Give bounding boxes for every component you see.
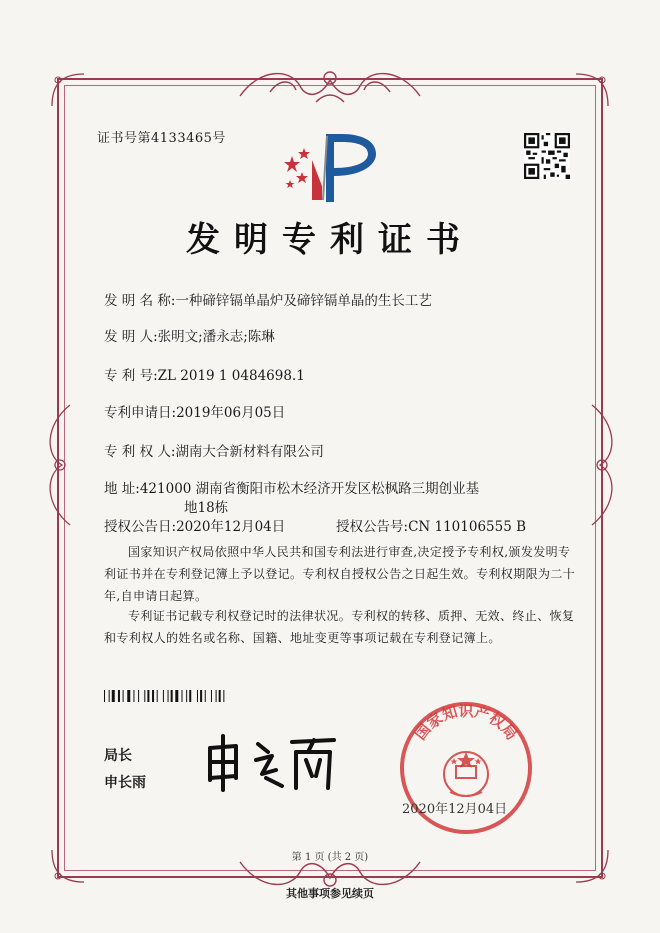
- filing-date-value: 2019年06月05日: [176, 405, 286, 421]
- invention-name-row: [104, 289, 432, 309]
- footer-note: 其他事项参见续页: [286, 887, 374, 900]
- cnipa-logo-icon: [282, 126, 380, 210]
- certificate-number: 证书号第4133465号: [97, 131, 226, 146]
- grant-number-value: CN 110106555 B: [408, 519, 527, 535]
- director-name: 申长雨: [104, 775, 146, 791]
- right-ornament-icon: [582, 395, 622, 535]
- top-ornament-icon: [230, 58, 430, 108]
- svg-text:国家知识产权局: [411, 702, 521, 743]
- patentee-value: 湖南大合新材料有限公司: [175, 444, 324, 460]
- page-title: 发明专利证书: [186, 220, 474, 260]
- grant-date-label: 授权公告日:: [104, 519, 177, 535]
- address-label: 地 址:: [104, 481, 140, 497]
- barcode-icon: [104, 690, 264, 702]
- director-title: 局长: [104, 748, 132, 764]
- corner-ornament-icon: [572, 70, 612, 110]
- inventors-row: [104, 325, 275, 345]
- seal-text: 国家知识产权局: [411, 702, 521, 744]
- invention-name-value: 一种碲锌镉单晶炉及碲锌镉单晶的生长工艺: [175, 293, 432, 309]
- inventors-value: 张明文;潘永志;陈琳: [157, 329, 275, 345]
- patent-number-label: 专 利 号:: [104, 368, 158, 384]
- filing-date-row: [104, 401, 285, 421]
- address-row: [104, 477, 479, 497]
- address-value-line1: 421000 湖南省衡阳市松木经济开发区松枫路三期创业基: [139, 481, 480, 497]
- grant-date-value: 2020年12月04日: [176, 519, 286, 535]
- patent-number-value: ZL 2019 1 0484698.1: [157, 368, 305, 384]
- grant-number-row: [336, 515, 526, 535]
- legal-status-paragraph: 专利证书记载专利权登记时的法律状况。专利权的转移、质押、无效、终止、恢复和专利权人的姓名或名称、国籍、地址变更等事项记载在专利登记簿上。: [104, 609, 575, 645]
- invention-name-label: 发 明 名 称:: [104, 293, 176, 309]
- director-signature-icon: [196, 730, 346, 794]
- grant-statement-paragraph: 国家知识产权局依照中华人民共和国专利法进行审查,决定授予专利权,颁发发明专利证书并在专利登记簿上予以登记。专利权自授权公告之日起生效。专利权期限为二十年,自申请日起算。: [104, 545, 576, 603]
- inventors-label: 发 明 人:: [104, 329, 158, 345]
- address-value-line2: 地18栋: [184, 500, 229, 516]
- corner-ornament-icon: [48, 70, 88, 110]
- patentee-label: 专 利 权 人:: [104, 444, 176, 460]
- page-number: 第 1 页 (共 2 页): [291, 852, 369, 863]
- grant-date-row: [104, 515, 285, 535]
- patentee-row: [104, 440, 324, 460]
- seal-date: 2020年12月04日: [402, 802, 508, 817]
- filing-date-label: 专利申请日:: [104, 405, 177, 421]
- patent-number-row: [104, 364, 305, 384]
- grant-number-label: 授权公告号:: [336, 519, 409, 535]
- qr-code-icon[interactable]: [524, 133, 570, 179]
- left-ornament-icon: [40, 395, 80, 535]
